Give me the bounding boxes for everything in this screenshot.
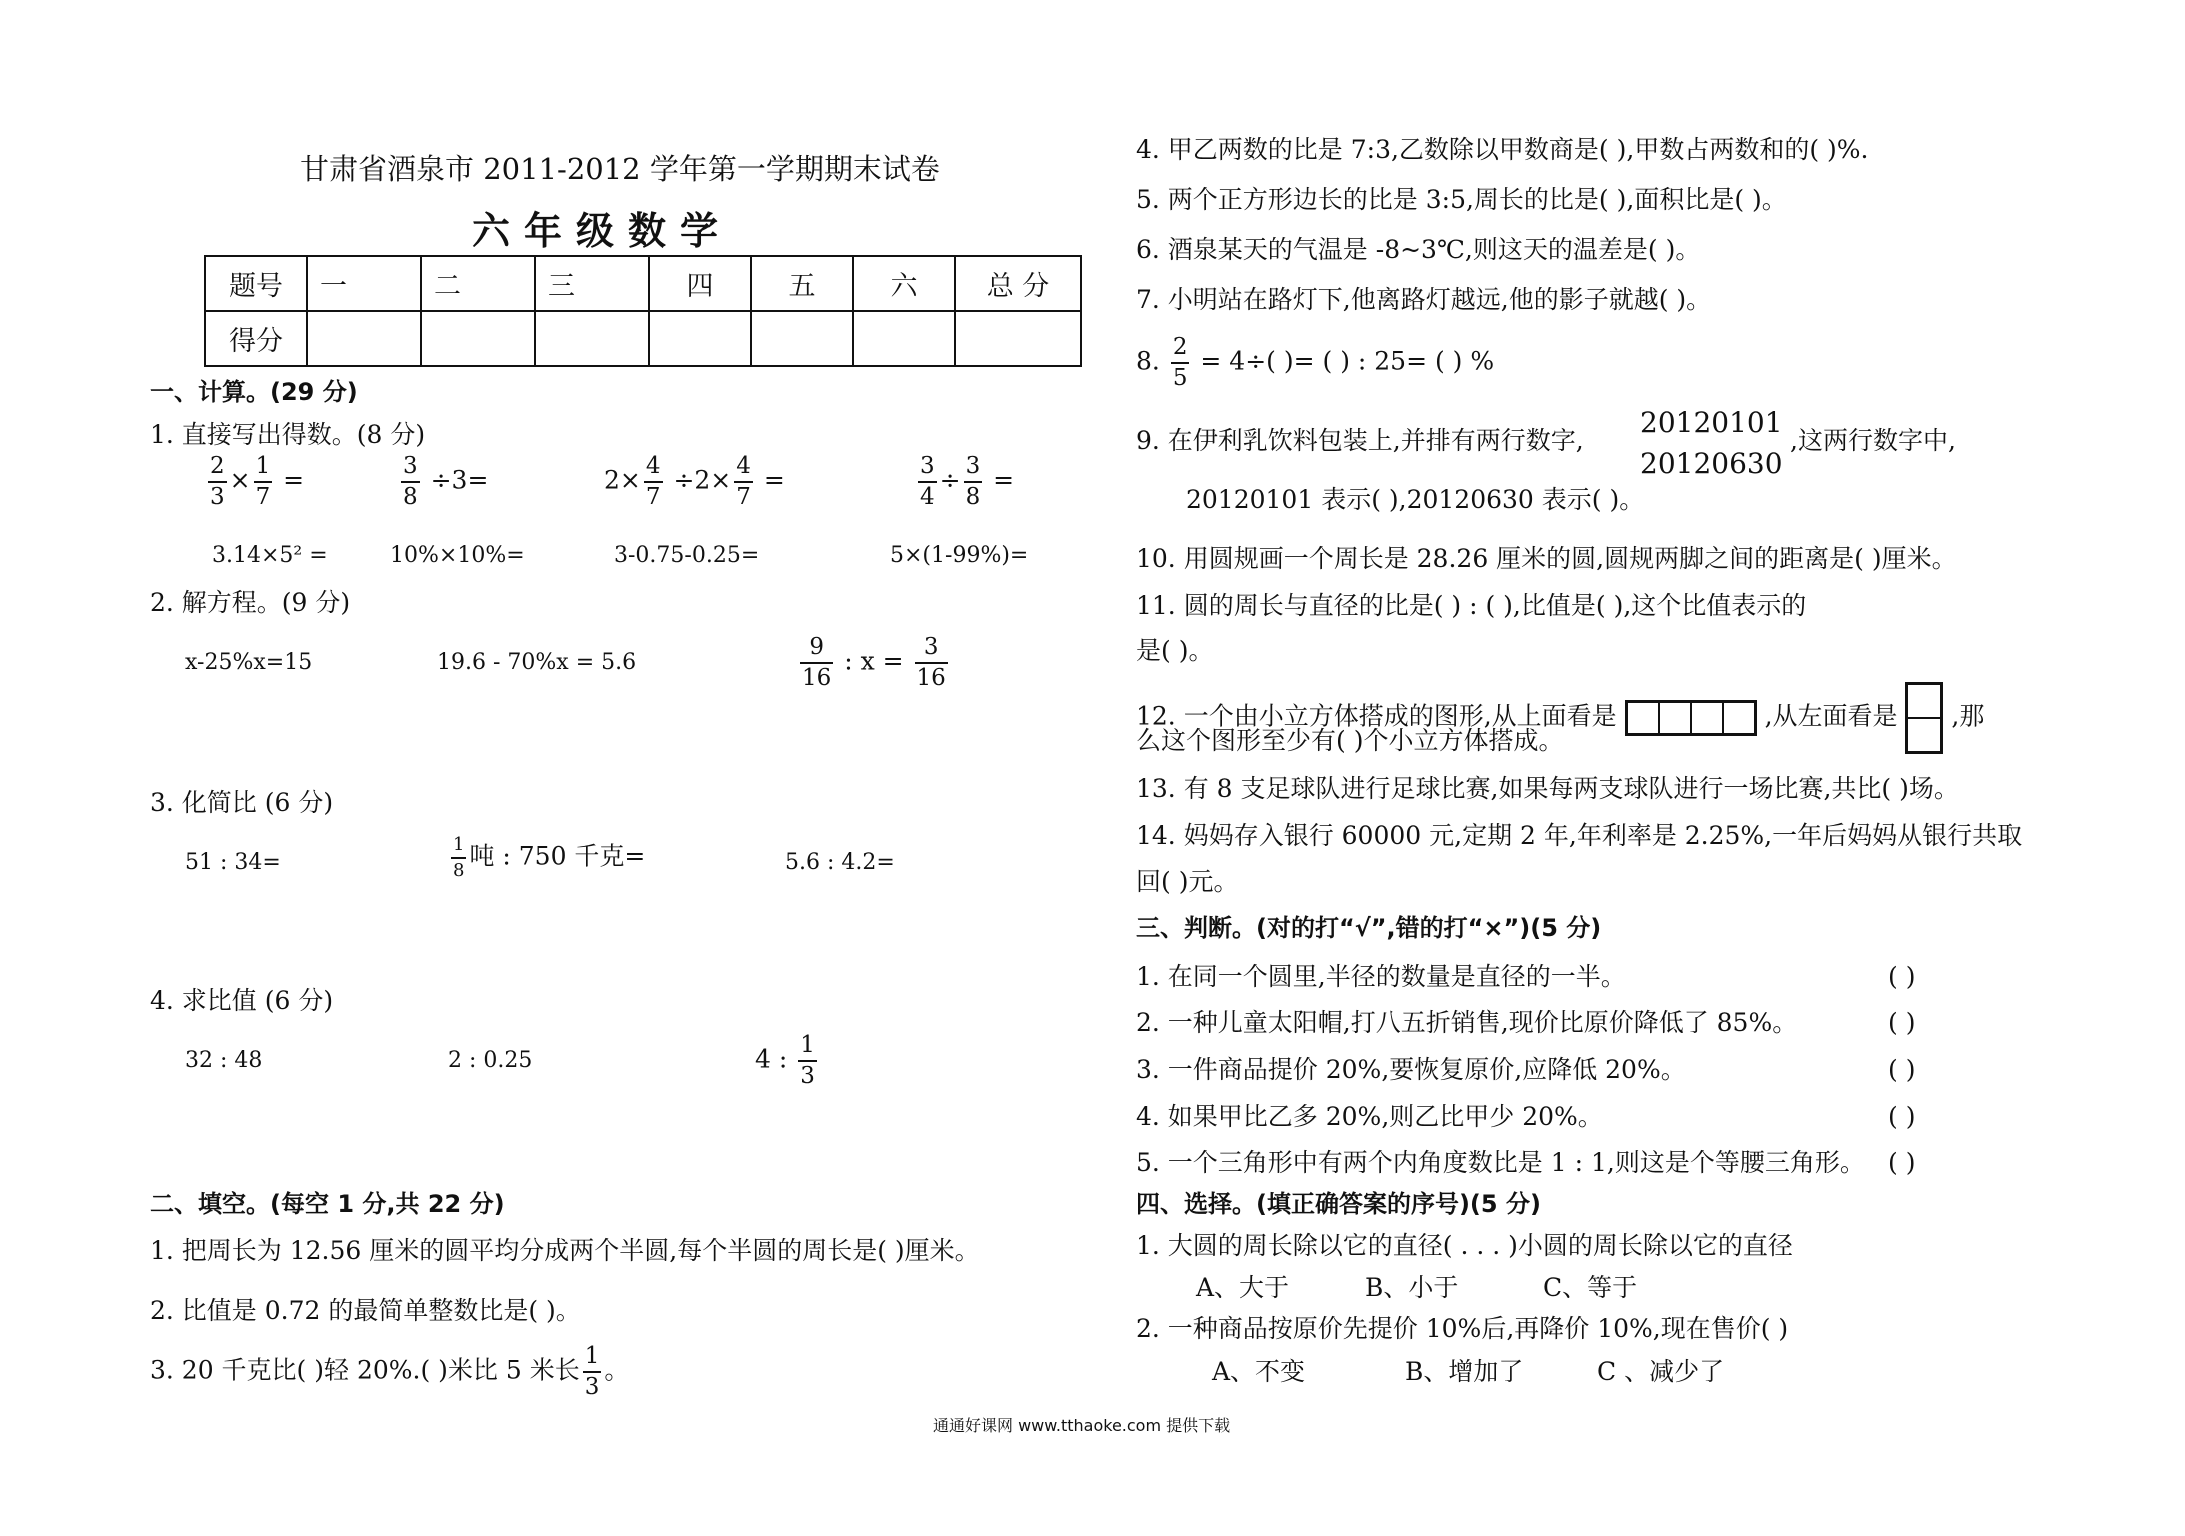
exam-title: 甘肃省酒泉市 2011-2012 学年第一学期期末试卷 [300, 152, 940, 186]
simplify-3: 5.6 : 4.2= [785, 850, 895, 875]
fraction: $\frac{2}{3}$ [210, 453, 225, 510]
expr-6: 10%×10%= [390, 543, 525, 568]
ratio-value-2: 2 : 0.25 [448, 1048, 533, 1073]
fraction: $\frac{3}{8}$ [403, 453, 418, 510]
score-table-score-row [205, 311, 1081, 366]
part2-q11-line2: 是( )。 [1136, 636, 1214, 665]
judge-answer-blank: ( ) [1888, 1008, 1916, 1037]
score-table-header: 六 [853, 256, 955, 311]
part1-q4-label: 4. 求比值 (6 分) [150, 986, 334, 1015]
part4-heading: 四、选择。(填正确答案的序号)(5 分) [1136, 1190, 1541, 1218]
fraction: $\frac{4}{7}$ [736, 453, 751, 510]
score-table-header-row [205, 256, 1081, 311]
fraction: $\frac{1}{3}$ [584, 1343, 600, 1400]
package-number-2: 20120630 [1640, 446, 1783, 480]
part2-q5: 5. 两个正方形边长的比是 3:5,周长的比是( ),面积比是( )。 [1136, 185, 1787, 214]
fraction: $\frac{3}{8}$ [965, 453, 981, 510]
expr-4: $\frac{3}{4}$ ÷ $\frac{3}{8}$ = [920, 453, 1015, 510]
part1-q1-label: 1. 直接写出得数。(8 分) [150, 420, 426, 449]
part2-q7: 7. 小明站在路灯下,他离路灯越远,他的影子就越( )。 [1136, 285, 1712, 314]
part2-q14-line2: 回( )元。 [1136, 867, 1239, 896]
part2-q10: 10. 用圆规画一个周长是 28.26 厘米的圆,圆规两脚之间的距离是( )厘米。 [1136, 544, 1957, 573]
part2-q9-numbers [1640, 403, 1783, 484]
equation-2: 19.6 - 70%x = 5.6 [437, 650, 637, 675]
simplify-2: $\frac{1}{8}$ 吨 : 750 千克= [453, 834, 646, 881]
part2-heading: 二、填空。(每空 1 分,共 22 分) [150, 1190, 505, 1218]
equation-3: $\frac{9}{16}$ : x = $\frac{3}{16}$ [802, 634, 946, 691]
part1-q3-label: 3. 化简比 (6 分) [150, 788, 334, 817]
equation-1: x-25%x=15 [185, 650, 313, 675]
part2-q9-line2: 20120101 表示( ),20120630 表示( )。 [1186, 485, 1645, 514]
choice-q2-option-c: C 、减少了 [1597, 1357, 1725, 1386]
part3-heading: 三、判断。(对的打“√”,错的打“×”)(5 分) [1136, 914, 1602, 942]
package-number-1: 20120101 [1640, 406, 1783, 439]
judge-answer-blank: ( ) [1888, 1055, 1916, 1084]
part2-q12: 12. 一个由小立方体搭成的图形,从上面看是 ,从左面看是 ,那 [1136, 682, 1984, 754]
choice-q1: 1. 大圆的周长除以它的直径( . . . )小圆的周长除以它的直径 [1136, 1231, 1793, 1260]
expr-7: 3-0.75-0.25= [614, 543, 760, 568]
ratio-value-1: 32 : 48 [185, 1048, 263, 1073]
part2-q6: 6. 酒泉某天的气温是 -8~3℃,则这天的温差是( )。 [1136, 235, 1701, 264]
part2-q8: 8. $\frac{2}{5}$ = 4÷( )= ( ) : 25= ( ) % [1136, 334, 1495, 391]
score-table-header: 四 [649, 256, 751, 311]
choice-q2: 2. 一种商品按原价先提价 10%后,再降价 10%,现在售价( ) [1136, 1314, 1789, 1343]
fraction: $\frac{1}{3}$ [800, 1032, 815, 1089]
expr-2: $\frac{3}{8}$ ÷3= [403, 453, 489, 510]
score-cell [649, 311, 751, 366]
score-table-header: 总 分 [955, 256, 1081, 311]
part2-q12-line2: 么这个图形至少有( )个小立方体搭成。 [1136, 726, 1564, 755]
ratio-value-3: 4 : $\frac{1}{3}$ [755, 1032, 815, 1089]
judge-item-3: 3. 一件商品提价 20%,要恢复原价,应降低 20%。 [1136, 1055, 1686, 1084]
part2-q11: 11. 圆的周长与直径的比是( ) : ( ),比值是( ),这个比值表示的 [1136, 591, 1807, 620]
top-view-figure [1625, 700, 1757, 736]
judge-item-4: 4. 如果甲比乙多 20%,则乙比甲少 20%。 [1136, 1102, 1603, 1131]
part2-q9-tail: ,这两行数字中, [1790, 426, 1956, 455]
score-table-header: 二 [421, 256, 535, 311]
fraction: $\frac{1}{8}$ [453, 834, 465, 881]
part2-q13: 13. 有 8 支足球队进行足球比赛,如果每两支球队进行一场比赛,共比( )场。 [1136, 774, 1959, 803]
part2-q9: 9. 在伊利乳饮料包装上,并排有两行数字, [1136, 426, 1584, 455]
expr-3: 2× $\frac{4}{7}$ ÷2× $\frac{4}{7}$ = [604, 453, 785, 510]
judge-item-2: 2. 一种儿童太阳帽,打八五折销售,现价比原价降低了 85%。 [1136, 1008, 1798, 1037]
choice-q2-option-b: B、增加了 [1405, 1357, 1524, 1386]
score-cell [535, 311, 649, 366]
simplify-1: 51 : 34= [185, 850, 281, 875]
score-table [204, 255, 1082, 367]
part2-q1: 1. 把周长为 12.56 厘米的圆平均分成两个半圆,每个半圆的周长是( )厘米。 [150, 1236, 980, 1265]
footer-credit: 通通好课网 www.tthaoke.com 提供下载 [933, 1416, 1231, 1435]
left-view-figure [1905, 682, 1943, 754]
fraction: $\frac{9}{16}$ [802, 634, 832, 691]
fraction: $\frac{1}{7}$ [255, 453, 271, 510]
choice-q1-option-c: C、等于 [1543, 1273, 1638, 1302]
score-table-header: 五 [751, 256, 853, 311]
judge-item-1: 1. 在同一个圆里,半径的数量是直径的一半。 [1136, 962, 1626, 991]
fraction: $\frac{3}{16}$ [916, 634, 946, 691]
part2-q14: 14. 妈妈存入银行 60000 元,定期 2 年,年利率是 2.25%,一年后妈妈从银行共取 [1136, 821, 2023, 850]
exam-subject: 六年级数学 [472, 208, 733, 253]
part1-q2-label: 2. 解方程。(9 分) [150, 588, 351, 617]
choice-q1-option-b: B、小于 [1365, 1273, 1459, 1302]
score-cell [955, 311, 1081, 366]
fraction: $\frac{2}{5}$ [1172, 334, 1188, 391]
score-cell [421, 311, 535, 366]
choice-q2-option-a: A、不变 [1212, 1357, 1306, 1386]
part1-heading: 一、计算。(29 分) [150, 378, 358, 406]
fraction: $\frac{4}{7}$ [645, 453, 661, 510]
score-cell [853, 311, 955, 366]
judge-item-5: 5. 一个三角形中有两个内角度数比是 1 : 1,则这是个等腰三角形。 [1136, 1148, 1865, 1177]
score-table-header: 一 [307, 256, 421, 311]
fraction: $\frac{3}{4}$ [920, 453, 935, 510]
choice-q1-option-a: A、大于 [1196, 1273, 1290, 1302]
score-table-header: 题号 [205, 256, 307, 311]
part2-q2: 2. 比值是 0.72 的最简单整数比是( )。 [150, 1296, 581, 1325]
score-cell [751, 311, 853, 366]
judge-answer-blank: ( ) [1888, 962, 1916, 991]
score-table-row-label: 得分 [205, 311, 307, 366]
part2-q4: 4. 甲乙两数的比是 7:3,乙数除以甲数商是( ),甲数占两数和的( )%. [1136, 135, 1869, 164]
score-table-header: 三 [535, 256, 649, 311]
expr-8: 5×(1-99%)= [890, 543, 1029, 568]
expr-1: $\frac{2}{3}$ × $\frac{1}{7}$ = [210, 453, 305, 510]
score-cell [307, 311, 421, 366]
judge-answer-blank: ( ) [1888, 1148, 1916, 1177]
judge-answer-blank: ( ) [1888, 1102, 1916, 1131]
expr-5: 3.14×5² = [212, 543, 328, 568]
part2-q3: 3. 20 千克比( )轻 20%.( )米比 5 米长 $\frac{1}{3}$ 。 [150, 1343, 630, 1400]
